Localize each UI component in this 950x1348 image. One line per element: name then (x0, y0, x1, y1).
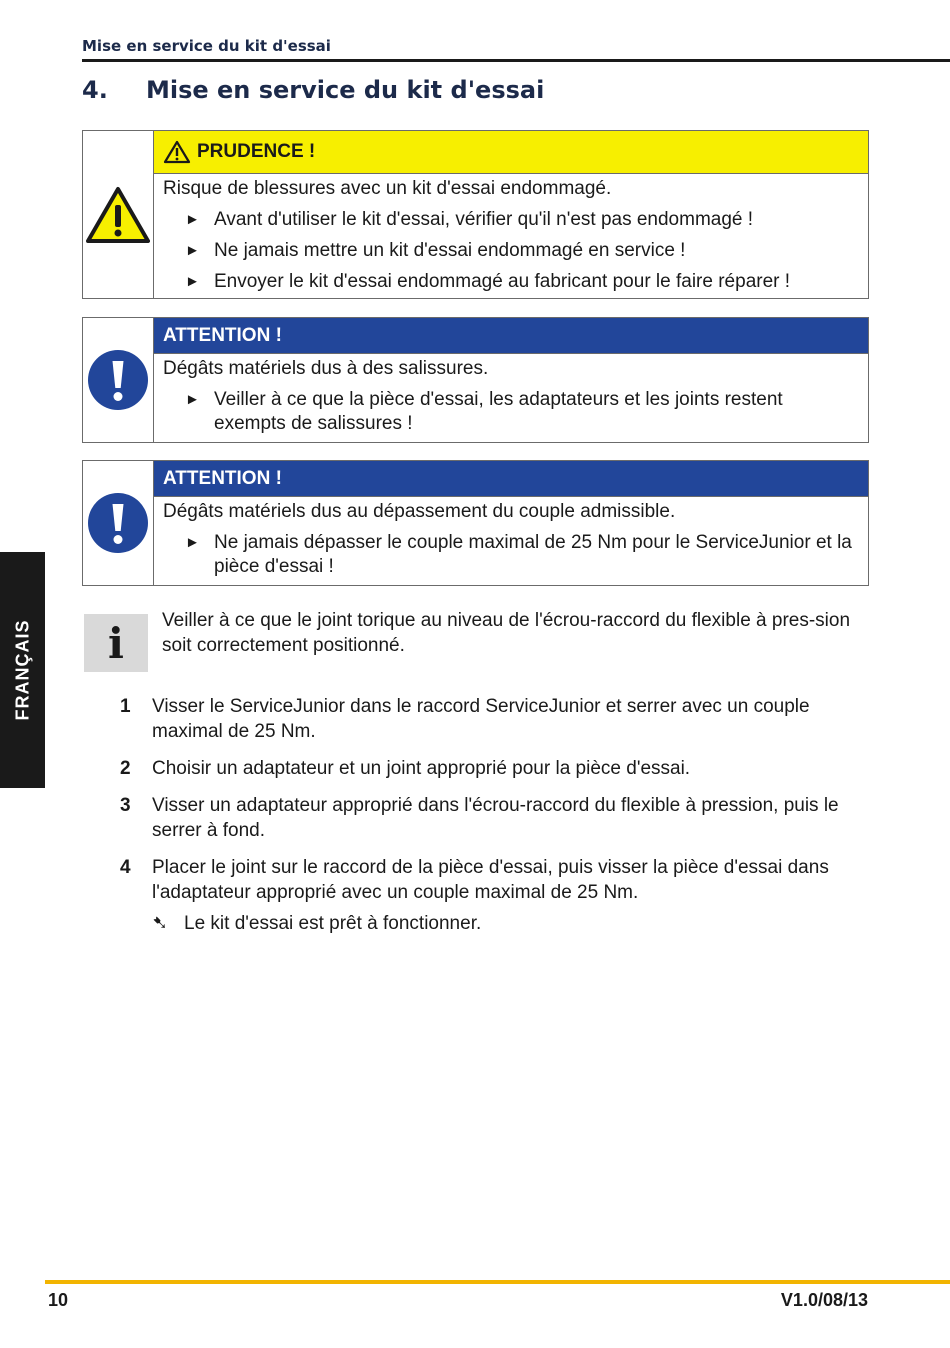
list-item (163, 208, 859, 232)
triangle-bullet-icon: ► (185, 534, 200, 551)
info-note: Veiller à ce que le joint torique au niveau de l'écrou-raccord du flexible à pres-sion soit correctement positionné. (162, 610, 851, 656)
list-item (163, 239, 859, 263)
page-number: 10 (48, 1290, 69, 1310)
step-number: 2 (120, 758, 131, 779)
warning-small-icon (163, 140, 191, 164)
caution-icon-cell (83, 131, 154, 298)
attention-notice-dirt (82, 317, 869, 443)
result-arrow-icon: ➷ (152, 913, 168, 934)
list-item (163, 531, 859, 579)
attention-header (154, 318, 868, 354)
step-item (120, 855, 872, 905)
list-item (163, 388, 859, 436)
step-number: 1 (120, 696, 131, 717)
warning-triangle-icon (86, 186, 150, 244)
attention-header (154, 461, 868, 497)
step-text: Placer le joint sur le raccord de la pièce d'essai, puis visser la pièce d'essai dans l'adaptateur approprié avec un couple maximal de 25 Nm. (152, 857, 829, 903)
section-title: Mise en service du kit d'essai (146, 76, 545, 104)
bullet-text: Envoyer le kit d'essai endommagé au fabricant pour le faire réparer ! (214, 271, 791, 292)
triangle-bullet-icon: ► (185, 211, 200, 228)
attention-lead: Dégâts matériels dus au dépassement du couple admissible. (163, 501, 676, 522)
info-icon (84, 614, 148, 672)
caution-header (154, 131, 868, 174)
caution-notice (82, 130, 869, 299)
step-text: Visser le ServiceJunior dans le raccord ServiceJunior et serrer avec un couple maximal de 25 Nm. (152, 696, 810, 742)
bullet-text: Ne jamais mettre un kit d'essai endommagé en service ! (214, 240, 686, 261)
step-text: Choisir un adaptateur et un joint approprié pour la pièce d'essai. (152, 758, 691, 779)
footer-rule (45, 1280, 950, 1284)
running-title: Mise en service du kit d'essai (82, 37, 331, 55)
triangle-bullet-icon: ► (185, 391, 200, 408)
step-item (120, 793, 872, 843)
triangle-bullet-icon: ► (185, 273, 200, 290)
bullet-text: Ne jamais dépasser le couple maximal de 25 Nm pour le ServiceJunior et la pièce d'essai ! (214, 532, 852, 577)
bullet-text: Veiller à ce que la pièce d'essai, les adaptateurs et les joints restent exempts de salissures ! (214, 389, 783, 434)
step-item (120, 756, 872, 781)
step-item (120, 694, 872, 744)
document-version: V1.0/08/13 (780, 1290, 868, 1310)
bullet-text: Avant d'utiliser le kit d'essai, vérifier qu'il n'est pas endommagé ! (214, 209, 754, 230)
header-rule (82, 59, 950, 62)
attention-notice-torque (82, 460, 869, 586)
exclamation-circle-icon (87, 349, 149, 411)
exclamation-circle-icon (87, 492, 149, 554)
language-label: FRANÇAIS (12, 619, 32, 721)
step-result (152, 911, 872, 936)
step-text: Visser un adaptateur approprié dans l'écrou-raccord du flexible à pression, puis le serrer à fond. (152, 795, 839, 841)
section-number: 4. (82, 76, 108, 104)
language-tab (0, 552, 45, 788)
caution-heading: PRUDENCE ! (197, 141, 316, 162)
section-heading (82, 76, 544, 104)
step-number: 3 (120, 795, 131, 816)
attention-heading: ATTENTION ! (163, 324, 282, 346)
step-number: 4 (120, 857, 131, 878)
list-item (163, 270, 859, 294)
attention-icon-cell (83, 461, 154, 585)
attention-heading: ATTENTION ! (163, 467, 282, 489)
attention-lead: Dégâts matériels dus à des salissures. (163, 358, 489, 379)
triangle-bullet-icon: ► (185, 242, 200, 259)
caution-lead: Risque de blessures avec un kit d'essai endommagé. (163, 178, 612, 199)
steps-list (120, 694, 872, 936)
info-letter: i (108, 618, 124, 668)
attention-icon-cell (83, 318, 154, 442)
result-text: Le kit d'essai est prêt à fonctionner. (184, 913, 482, 934)
